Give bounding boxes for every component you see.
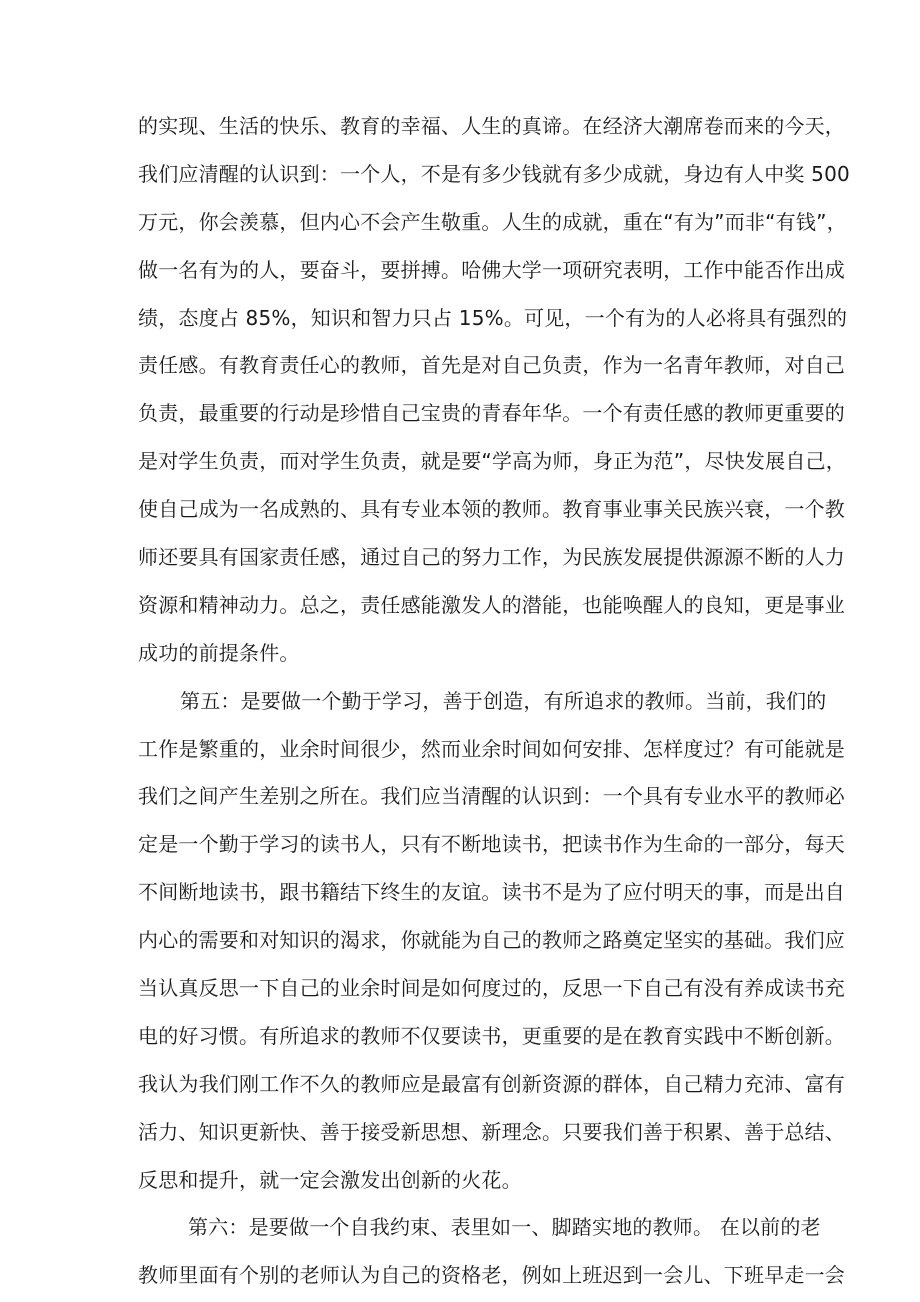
text-line: 活力、知识更新快、善于接受新思想、新理念。只要我们善于积累、善于总结、: [138, 1119, 845, 1144]
text-line: 师还要具有国家责任感，通过自己的努力工作，为民族发展提供源源不断的人力: [138, 545, 845, 570]
paragraph-fifth: [138, 678, 845, 1205]
paragraph-sixth: [138, 1204, 845, 1300]
paragraph-responsibility: [138, 103, 850, 678]
text-line: 工作是繁重的，业余时间很少，然而业余时间如何安排、怎样度过？有可能就是: [138, 736, 845, 761]
text-line: 第六：是要做一个自我约束、表里如一、脚踏实地的教师。 在以前的老: [188, 1215, 821, 1240]
text-line: 电的好习惯。有所追求的教师不仅要读书，更重要的是在教育实践中不断创新。: [138, 1023, 845, 1048]
text-line: 定是一个勤于学习的读书人，只有不断地读书，把读书作为生命的一部分，每天: [138, 832, 845, 857]
text-line: 使自己成为一名成熟的、具有专业本领的教师。教育事业事关民族兴衰，一个教: [138, 497, 845, 522]
text-line: 万元，你会羡慕，但内心不会产生敬重。人生的成就，重在“有为”而非“有钱”，: [138, 209, 847, 234]
text-line: 我们之间产生差别之所在。我们应当清醒的认识到：一个具有专业水平的教师必: [138, 784, 845, 809]
text-line: 我们应清醒的认识到：一个人，不是有多少钱就有多少成就，身边有人中奖 500: [138, 161, 850, 186]
text-line: 反思和提升，就一定会激发出创新的火花。: [138, 1167, 522, 1192]
text-line: 内心的需要和对知识的渴求，你就能为自己的教师之路奠定坚实的基础。我们应: [138, 928, 845, 953]
text-line: 我认为我们刚工作不久的教师应是最富有创新资源的群体，自己精力充沛、富有: [138, 1071, 845, 1096]
text-line: 当认真反思一下自己的业余时间是如何度过的，反思一下自己有没有养成读书充: [138, 976, 845, 1001]
text-line: 是对学生负责，而对学生负责，就是要“学高为师，身正为范”，尽快发展自己，: [138, 449, 846, 474]
text-line: 绩，态度占 85%，知识和智力只占 15%。可见，一个有为的人必将具有强烈的: [138, 305, 848, 330]
text-line: 教师里面有个别的老师认为自己的资格老，例如上班迟到一会儿、下班早走一会: [138, 1263, 845, 1288]
document-body: [138, 103, 850, 1300]
text-line: 第五：是要做一个勤于学习，善于创造，有所追求的教师。当前，我们的: [180, 688, 827, 713]
text-line: 的实现、生活的快乐、教育的幸福、人生的真谛。在经济大潮席卷而来的今天，: [138, 114, 845, 138]
text-line: 资源和精神动力。总之，责任感能激发人的潜能，也能唤醒人的良知，更是事业: [138, 592, 845, 617]
text-line: 负责，最重要的行动是珍惜自己宝贵的青春年华。一个有责任感的教师更重要的: [138, 401, 845, 426]
text-line: 成功的前提条件。: [138, 640, 300, 665]
text-line: 责任感。有教育责任心的教师，首先是对自己负责，作为一名青年教师，对自己: [138, 353, 845, 378]
text-line: 不间断地读书，跟书籍结下终生的友谊。读书不是为了应付明天的事，而是出自: [138, 880, 845, 905]
text-line: 做一名有为的人，要奋斗，要拼搏。哈佛大学一项研究表明，工作中能否作出成: [138, 257, 845, 282]
